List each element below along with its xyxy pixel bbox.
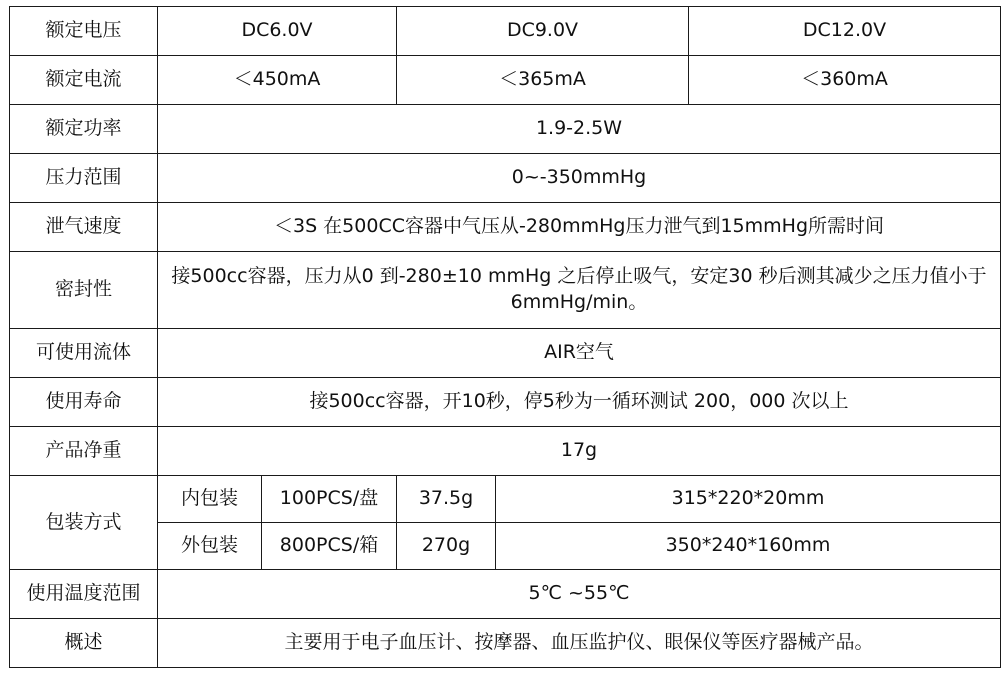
value-pressure-range: 0~-350mmHg [158,154,1001,203]
value-current-9v: ＜365mA [397,56,689,105]
label-rated-current: 额定电流 [10,56,158,105]
row-service-life [10,378,1001,427]
outer-pack-size: 350*240*160mm [496,523,1001,570]
value-overview: 主要用于电子血压计、按摩器、血压监护仪、眼保仪等医疗器械产品。 [158,619,1001,668]
spec-table [9,6,1001,668]
row-net-weight [10,427,1001,476]
row-rated-current [10,56,1001,105]
label-net-weight: 产品净重 [10,427,158,476]
label-deflate-speed: 泄气速度 [10,203,158,252]
label-service-life: 使用寿命 [10,378,158,427]
row-rated-power [10,105,1001,154]
value-current-6v: ＜450mA [158,56,397,105]
row-deflate-speed [10,203,1001,252]
label-sealing: 密封性 [10,252,158,329]
value-temperature: 5℃ ~55℃ [158,570,1001,619]
label-pressure-range: 压力范围 [10,154,158,203]
value-voltage-9v: DC9.0V [397,7,689,56]
row-packaging-outer [10,523,1001,570]
label-rated-voltage: 额定电压 [10,7,158,56]
value-fluid: AIR空气 [158,329,1001,378]
row-fluid [10,329,1001,378]
row-sealing [10,252,1001,329]
row-overview [10,619,1001,668]
value-rated-power: 1.9-2.5W [158,105,1001,154]
value-voltage-12v: DC12.0V [689,7,1001,56]
label-packaging: 包装方式 [10,476,158,570]
outer-pack-weight: 270g [397,523,496,570]
outer-pack-qty: 800PCS/箱 [262,523,397,570]
value-service-life: 接500cc容器，开10秒，停5秒为一循环测试 200，000 次以上 [158,378,1001,427]
row-pressure-range [10,154,1001,203]
value-deflate-speed: ＜3S 在500CC容器中气压从-280mmHg压力泄气到15mmHg所需时间 [158,203,1001,252]
value-voltage-6v: DC6.0V [158,7,397,56]
label-rated-power: 额定功率 [10,105,158,154]
value-net-weight: 17g [158,427,1001,476]
outer-pack-type: 外包装 [158,523,262,570]
label-temperature: 使用温度范围 [10,570,158,619]
row-rated-voltage [10,7,1001,56]
label-fluid: 可使用流体 [10,329,158,378]
value-sealing: 接500cc容器，压力从0 到-280±10 mmHg 之后停止吸气，安定30 秒后测其减少之压力值小于6mmHg/min。 [158,252,1001,329]
inner-pack-qty: 100PCS/盘 [262,476,397,523]
value-current-12v: ＜360mA [689,56,1001,105]
inner-pack-weight: 37.5g [397,476,496,523]
row-temperature [10,570,1001,619]
inner-pack-size: 315*220*20mm [496,476,1001,523]
row-packaging-inner [10,476,1001,523]
label-overview: 概述 [10,619,158,668]
inner-pack-type: 内包装 [158,476,262,523]
